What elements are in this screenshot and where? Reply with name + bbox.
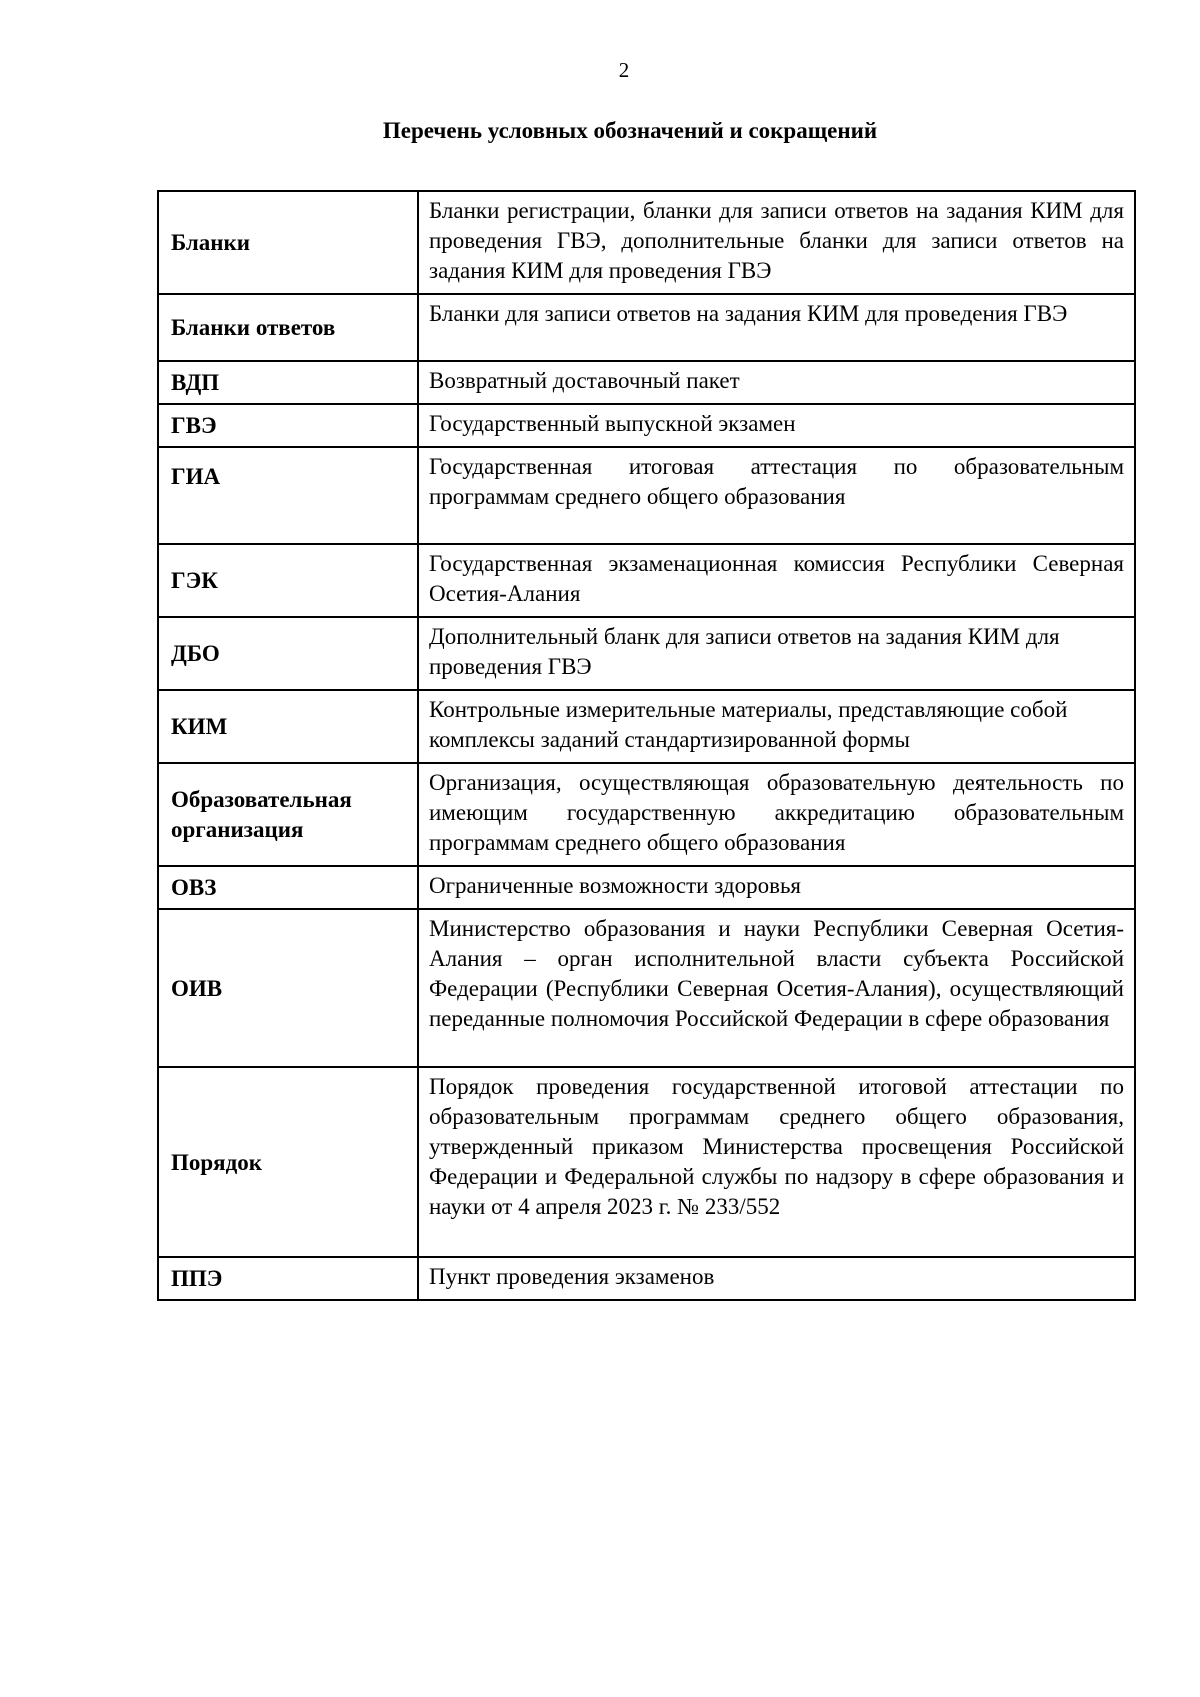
table-row (158, 404, 1135, 447)
definition-cell: Контрольные измерительные материалы, представляющие собой комплексы заданий стандартизированной формы (418, 690, 1135, 763)
table-row (158, 294, 1135, 361)
page-title: Перечень условных обозначений и сокращений (382, 118, 878, 143)
definition-cell: Бланки для записи ответов на задания КИМ для проведения ГВЭ (418, 294, 1135, 361)
table-row (158, 1257, 1135, 1300)
definition-cell: Организация, осуществляющая образовательную деятельность по имеющим государственную аккредитацию образовательным программам среднего общего образования (418, 763, 1135, 866)
table-row (158, 617, 1135, 690)
definition-cell: Дополнительный бланк для записи ответов на задания КИМ для проведения ГВЭ (418, 617, 1135, 690)
definition-cell: Государственная экзаменационная комиссия Республики Северная Осетия-Алания (418, 544, 1135, 617)
term-cell: Образовательная организация (158, 763, 418, 866)
table-row (158, 909, 1135, 1067)
term-cell: ДБО (158, 617, 418, 690)
table-row (158, 690, 1135, 763)
term-cell: ГВЭ (158, 404, 418, 447)
definition-cell: Бланки регистрации, бланки для записи ответов на задания КИМ для проведения ГВЭ, дополнительные бланки для записи ответов на задания КИМ для проведения ГВЭ (418, 191, 1135, 294)
term-cell: Бланки (158, 191, 418, 294)
definition-cell: Пункт проведения экзаменов (418, 1257, 1135, 1300)
definition-cell: Государственная итоговая аттестация по образовательным программам среднего общего образования (418, 447, 1135, 544)
table-row (158, 1067, 1135, 1257)
table-row (158, 361, 1135, 404)
term-cell: ГИА (158, 447, 418, 544)
table-row (158, 866, 1135, 909)
term-cell: ОИВ (158, 909, 418, 1067)
table-row (158, 191, 1135, 294)
abbreviations-table (157, 190, 1136, 1301)
term-cell: ГЭК (158, 544, 418, 617)
definition-cell: Возвратный доставочный пакет (418, 361, 1135, 404)
table-row (158, 447, 1135, 544)
definition-cell: Министерство образования и науки Республики Северная Осетия-Алания – орган исполнительной власти субъекта Российской Федерации (Республики Северная Осетия-Алания), осуществляющий переданные полномочия Российской Федерации в сфере образования (418, 909, 1135, 1067)
page-number: 2 (618, 58, 630, 82)
term-cell: КИМ (158, 690, 418, 763)
term-cell: ППЭ (158, 1257, 418, 1300)
term-cell: Порядок (158, 1067, 418, 1257)
table-row (158, 763, 1135, 866)
table-row (158, 544, 1135, 617)
definition-cell: Государственный выпускной экзамен (418, 404, 1135, 447)
term-cell: ОВЗ (158, 866, 418, 909)
definition-cell: Ограниченные возможности здоровья (418, 866, 1135, 909)
term-cell: ВДП (158, 361, 418, 404)
definition-cell: Порядок проведения государственной итоговой аттестации по образовательным программам среднего общего образования, утвержденный приказом Министерства просвещения Российской Федерации и Федеральной службы по надзору в сфере образования и науки от 4 апреля 2023 г. № 233/552 (418, 1067, 1135, 1257)
term-cell: Бланки ответов (158, 294, 418, 361)
